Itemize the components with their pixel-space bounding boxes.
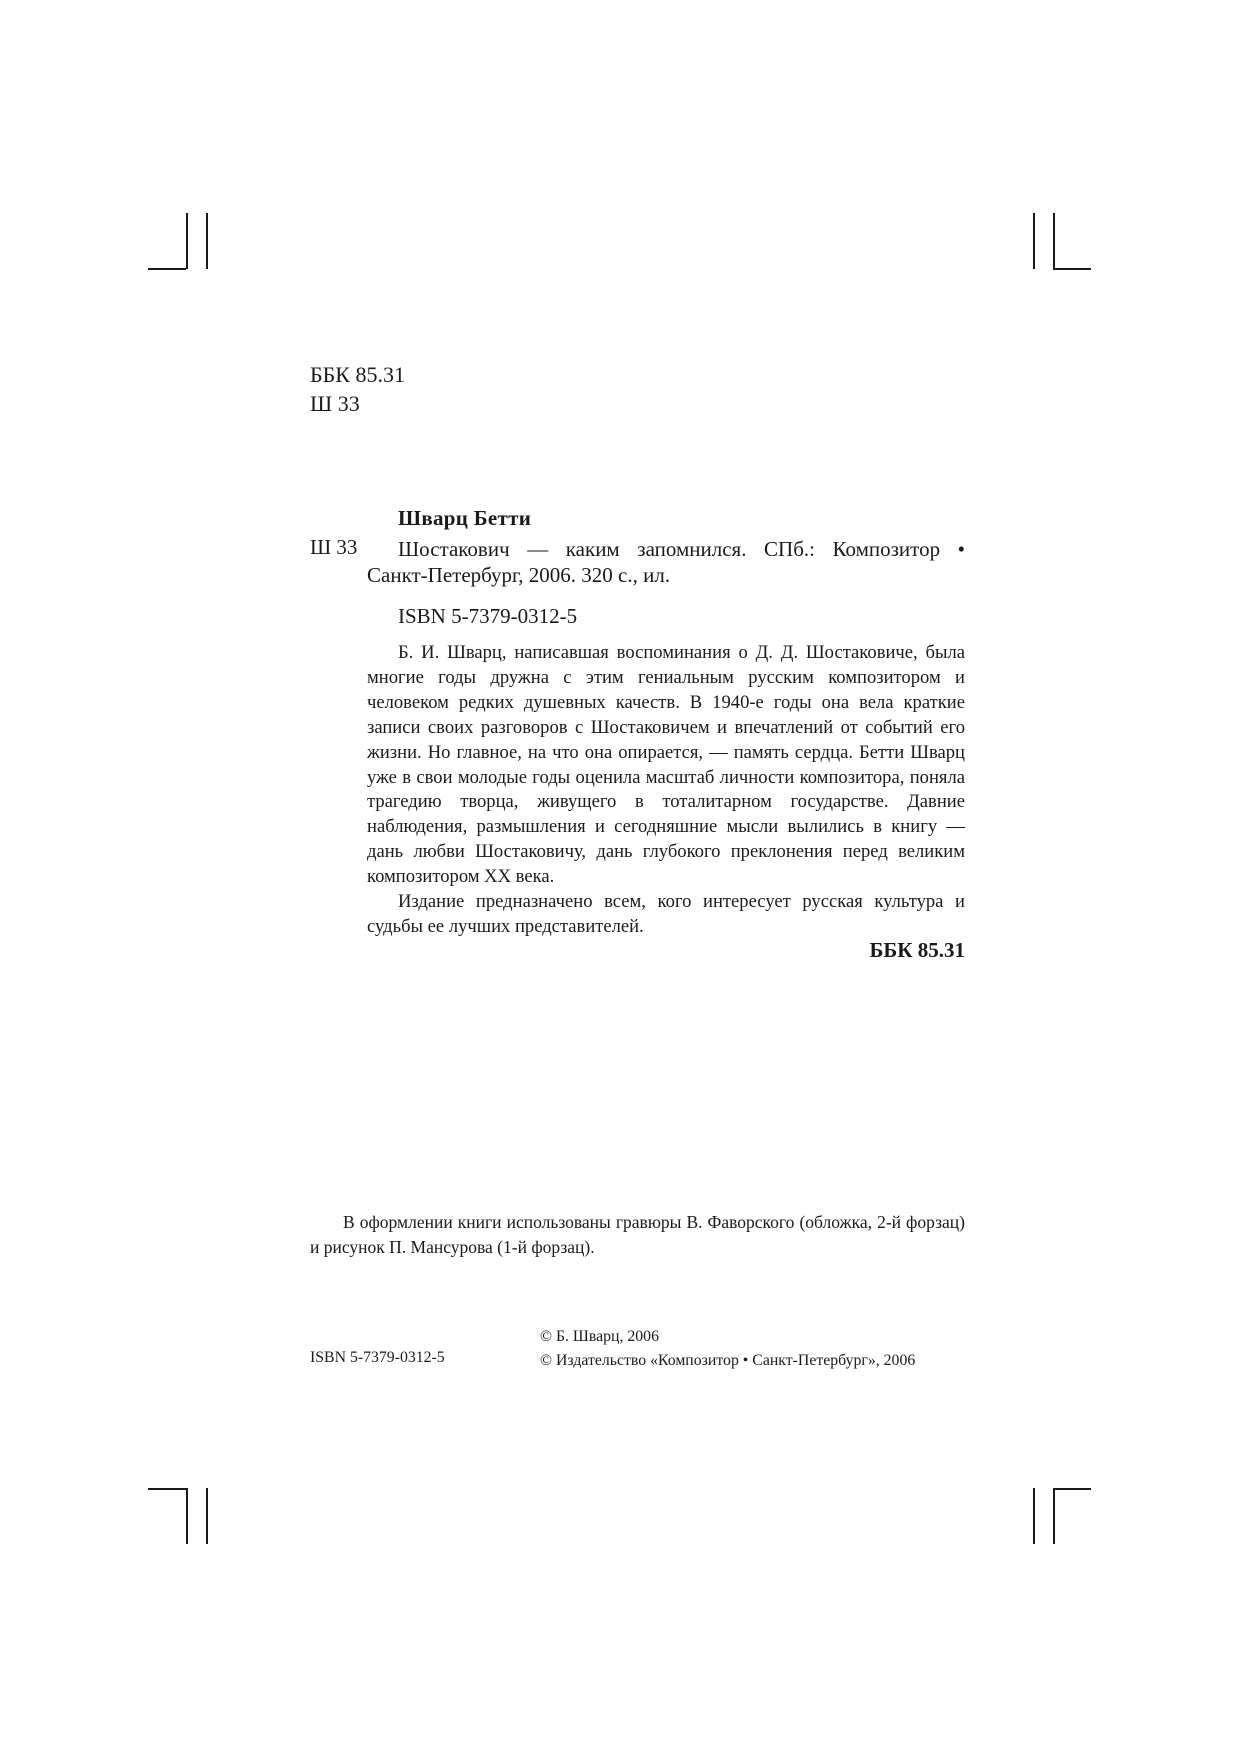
record-author-mark: Ш 33 <box>310 535 358 559</box>
annotation-paragraph-2: Издание предназначено всем, кого интересует русская культура и судьбы ее лучших представителей. <box>367 891 965 937</box>
imprint-isbn: ISBN 5-7379-0312-5 <box>310 1349 445 1366</box>
annotation-paragraph-1: Б. И. Шварц, написавшая воспоминания о Д. Д. Шостаковиче, была многие годы дружна с этим гениальным русским композитором и человеком редких душевных качеств. В 1940-е годы она вела краткие записи своих разговоров с Шостаковичем и впечатлений от событий его жизни. Но главное, на что она опирается, — память сердца. Бетти Шварц уже в свои молодые годы оценила масштаб личности композитора, поняла трагедию творца, живущего в тоталитарном государстве. Давние наблюдения, размышления и сегодняшние мысли вылились в книгу — дань любви Шостаковичу, дань глубокого преклонения перед великим композитором XX века. <box>367 642 965 888</box>
title-line-1: Шостакович — каким запомнился. СПб.: Композитор • <box>398 537 965 561</box>
copyright-block <box>540 1325 915 1373</box>
title-line-2: Санкт-Петербург, 2006. 320 с., ил. <box>367 563 671 587</box>
author-mark: Ш 33 <box>310 391 360 416</box>
design-note: В оформлении книги использованы гравюры В. Фаворского (обложка, 2-й форзац) и рисунок П. Мансурова (1-й форзац). <box>310 1212 965 1257</box>
copyright-publisher: © Издательство «Композитор • Санкт-Петербург», 2006 <box>540 1352 916 1369</box>
record-isbn: ISBN 5-7379-0312-5 <box>398 604 578 628</box>
copyright-author: © Б. Шварц, 2006 <box>540 1328 659 1345</box>
author-name: Шварц Бетти <box>398 506 532 530</box>
classification-block <box>310 360 405 418</box>
annotation-bbk: ББК 85.31 <box>869 938 965 962</box>
bbk-code: ББК 85.31 <box>310 362 405 387</box>
